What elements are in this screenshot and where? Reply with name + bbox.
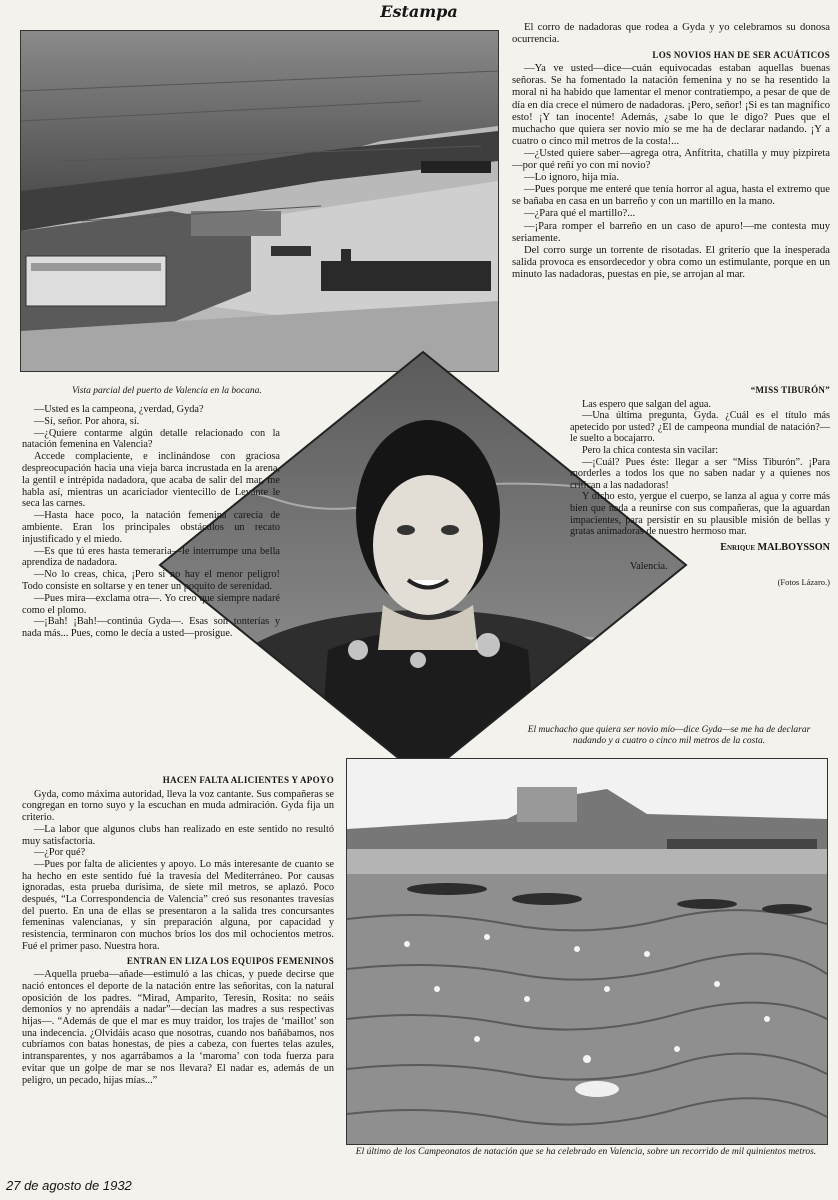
paragraph: —¡Cuál? Pues éste: llegar a ser “Miss Tiburón”. ¡Para morderles a todos los que no saben nadar y a quienes nos critican a las nadadoras! bbox=[570, 456, 830, 491]
section-heading: ENTRAN EN LIZA LOS EQUIPOS FEMENINOS bbox=[126, 955, 334, 966]
section-heading: HACEN FALTA ALICIENTES Y APOYO bbox=[162, 775, 334, 785]
issue-date: 27 de agosto de 1932 bbox=[6, 1178, 132, 1193]
paragraph: —Pues porque me enteré que tenía horror al agua, hasta el extremo que se bañaba en casa en un barreño y con un martillo en la mano. bbox=[512, 184, 830, 208]
harbor-photo-caption: Vista parcial del puerto de Valencia en la bocana. bbox=[72, 386, 262, 396]
right-column-middle bbox=[570, 382, 830, 589]
paragraph: —¿Quiere contarme algún detalle relacionado con la natación femenina en Valencia? bbox=[22, 427, 280, 451]
harbor-photo bbox=[20, 30, 499, 372]
swimming-race-illustration bbox=[347, 759, 827, 1144]
paragraph: El corro de nadadoras que rodea a Gyda y yo celebramos su donosa ocurrencia. bbox=[512, 22, 830, 46]
paragraph: Del corro surge un torrente de risotadas. El griterío que la inesperada salida provoca es ensordecedor y obra como un estimulante, porque en un minuto las nadadoras, puestas en pie, se arrojan al mar. bbox=[512, 244, 830, 280]
paragraph: —Una última pregunta, Gyda. ¿Cuál es el título más apetecido por usted? ¿El de campeona mundial de natación?—le suelto a bocajarro. bbox=[570, 410, 830, 445]
swimming-race-photo bbox=[346, 758, 828, 1145]
paragraph: —Aquella prueba—añade—estimuló a las chicas, y puede decirse que nació entonces el deporte de la natación entre las señoritas, con la natural oposición de los padres. “Mirad, Amparito, Teresín, Rosita: no seáis demonios y no aprendáis a nadar”—decían las madres a sus respectivas hijas—. “Además de que el mar es muy traidor, los trajes de ‘maillot’ son una indecencia. ¿Olvidáis acaso que nosotras, cuando nos bañábamos, nos cubríamos con batas honestas, de pies a cabeza, con fuertes telas azules, intransparentes, y nos agarrábamos a la ‘maroma’ con toda fuerza para evitar que un golpe de mar se nos llevara? El nadar es, además de un peligro, un pecado, hijas mías...” bbox=[22, 969, 334, 1086]
paragraph: —¡Para romper el barreño en un caso de apuro!—me contesta muy seriamente. bbox=[512, 220, 830, 244]
portrait-photo-caption: El muchacho que quiera ser novio mío—dice Gyda—se me ha de declarar nadando y a cuatro o cinco mil metros de la costa. bbox=[527, 725, 811, 746]
paragraph: Y dicho esto, yergue el cuerpo, se lanza al agua y corre más bien que nada a reunirse con sus compañeras, que la aguardan impacientes, para persistir en su plausible misión de bellas y gratas animadoras de nuestro hermoso mar. bbox=[570, 491, 830, 538]
paragraph: —Es que tú eres hasta temeraria—le interrumpe una bella aprendiza de nadadora. bbox=[22, 545, 280, 569]
harbor-illustration bbox=[21, 31, 498, 371]
paragraph: —Sí, señor. Por ahora, sí. bbox=[34, 415, 140, 427]
paragraph: Gyda, como máxima autoridad, lleva la voz cantante. Sus compañeras se congregan en torno suyo y la escuchan en muda admiración. Gyda fija un criterio. bbox=[22, 788, 334, 824]
paragraph: Accede complaciente, e inclinándose con graciosa despreocupación hacia una vieja barca incrustada en la arena, la gentil e intrépida nadadora, que acaba de salir del mar, me habla así, mientras un acariciador vientecillo de Levante le seca las carnes. bbox=[22, 451, 280, 510]
right-column-top bbox=[512, 22, 830, 281]
paragraph: —¿Por qué? bbox=[34, 847, 86, 859]
paragraph: —¿Usted quiere saber—agrega otra, Anfítrita, chatilla y muy pizpireta—por qué reñí yo con mi novio? bbox=[512, 147, 830, 172]
paragraph: —Pues mira—exclama otra—. Yo creo que siempre nadaré como el plomo. bbox=[22, 592, 280, 616]
paragraph: Las espero que salgan del agua. bbox=[582, 398, 711, 410]
paragraph: —Pues por falta de alicientes y apoyo. Lo más interesante de cuanto se ha hecho en este sentido fué la travesía del Mediterráneo. Por causas ignoradas, esta prueba durísima, de siete mil metros, se aplazó. Poco después, “La Correspondencia de Valencia” creó sus resonantes travesías del puerto. En una de ellas se presentaron a la salida tres concursantes femeninas valencianas, y sin preparación alguna, por capacidad y resistencia, terminaron con muchos bríos los dos mil ochocientos metros. Fué el primer paso. Nuestra hora. bbox=[22, 858, 334, 952]
paragraph: —Usted es la campeona, ¿verdad, Gyda? bbox=[34, 404, 204, 415]
photo-credit: (Fotos Lázaro.) bbox=[777, 576, 830, 587]
left-column-top bbox=[22, 404, 280, 640]
paragraph: Pero la chica contesta sin vacilar: bbox=[582, 444, 719, 456]
section-heading: LOS NOVIOS HAN DE SER ACUÁTICOS bbox=[652, 50, 830, 61]
section-heading: “MISS TIBURÓN” bbox=[750, 385, 830, 395]
paragraph: —¡Bah! ¡Bah!—continúa Gyda—. Esas son tonterías y nada más... Pues, como le decía a usted—prosigue. bbox=[22, 616, 280, 640]
left-column-bottom bbox=[22, 772, 334, 1086]
dateline-place: Valencia. bbox=[630, 561, 668, 573]
paragraph: —No lo creas, chica, ¡Pero si no hay el menor peligro! Todo consiste en soltarse y en tener un poquito de serenidad. bbox=[22, 569, 280, 592]
paragraph: —La labor que algunos clubs han realizado en este sentido no resultó muy satisfactoria. bbox=[22, 823, 334, 847]
paragraph: —Hasta hace poco, la natación femenina carecía de ambiente. Eran los principales obstáculos un recato injustificado y el miedo. bbox=[22, 510, 280, 545]
paragraph: —Ya ve usted—dice—cuán equivocadas estaban aquellas buenas señoras. Se ha fomentado la natación femenina y no se ha resentido la moral ni ha habido que lamentar el menor contratiempo, a pesar de que de día en día crece el número de nadadoras. ¡Pero, señor! ¡Si es tan magnífico esto! ¡Y tan inocente! Además, ¿sabe lo que le digo? Pues que el muchacho que quiera ser novio mío se me ha de declarar nadando. ¡Y a cuatro o cinco mil metros de la costa!... bbox=[512, 63, 830, 147]
author-signature: Enrique MALBOYSSON bbox=[720, 541, 830, 553]
paragraph: —Lo ignoro, hija mía. bbox=[524, 172, 620, 184]
paragraph: —¿Para qué el martillo?... bbox=[524, 208, 636, 220]
masthead: Estampa bbox=[380, 2, 458, 21]
swimming-race-caption: El último de los Campeonatos de natación que se ha celebrado en Valencia, sobre un recorrido de mil quinientos metros. bbox=[355, 1147, 817, 1157]
